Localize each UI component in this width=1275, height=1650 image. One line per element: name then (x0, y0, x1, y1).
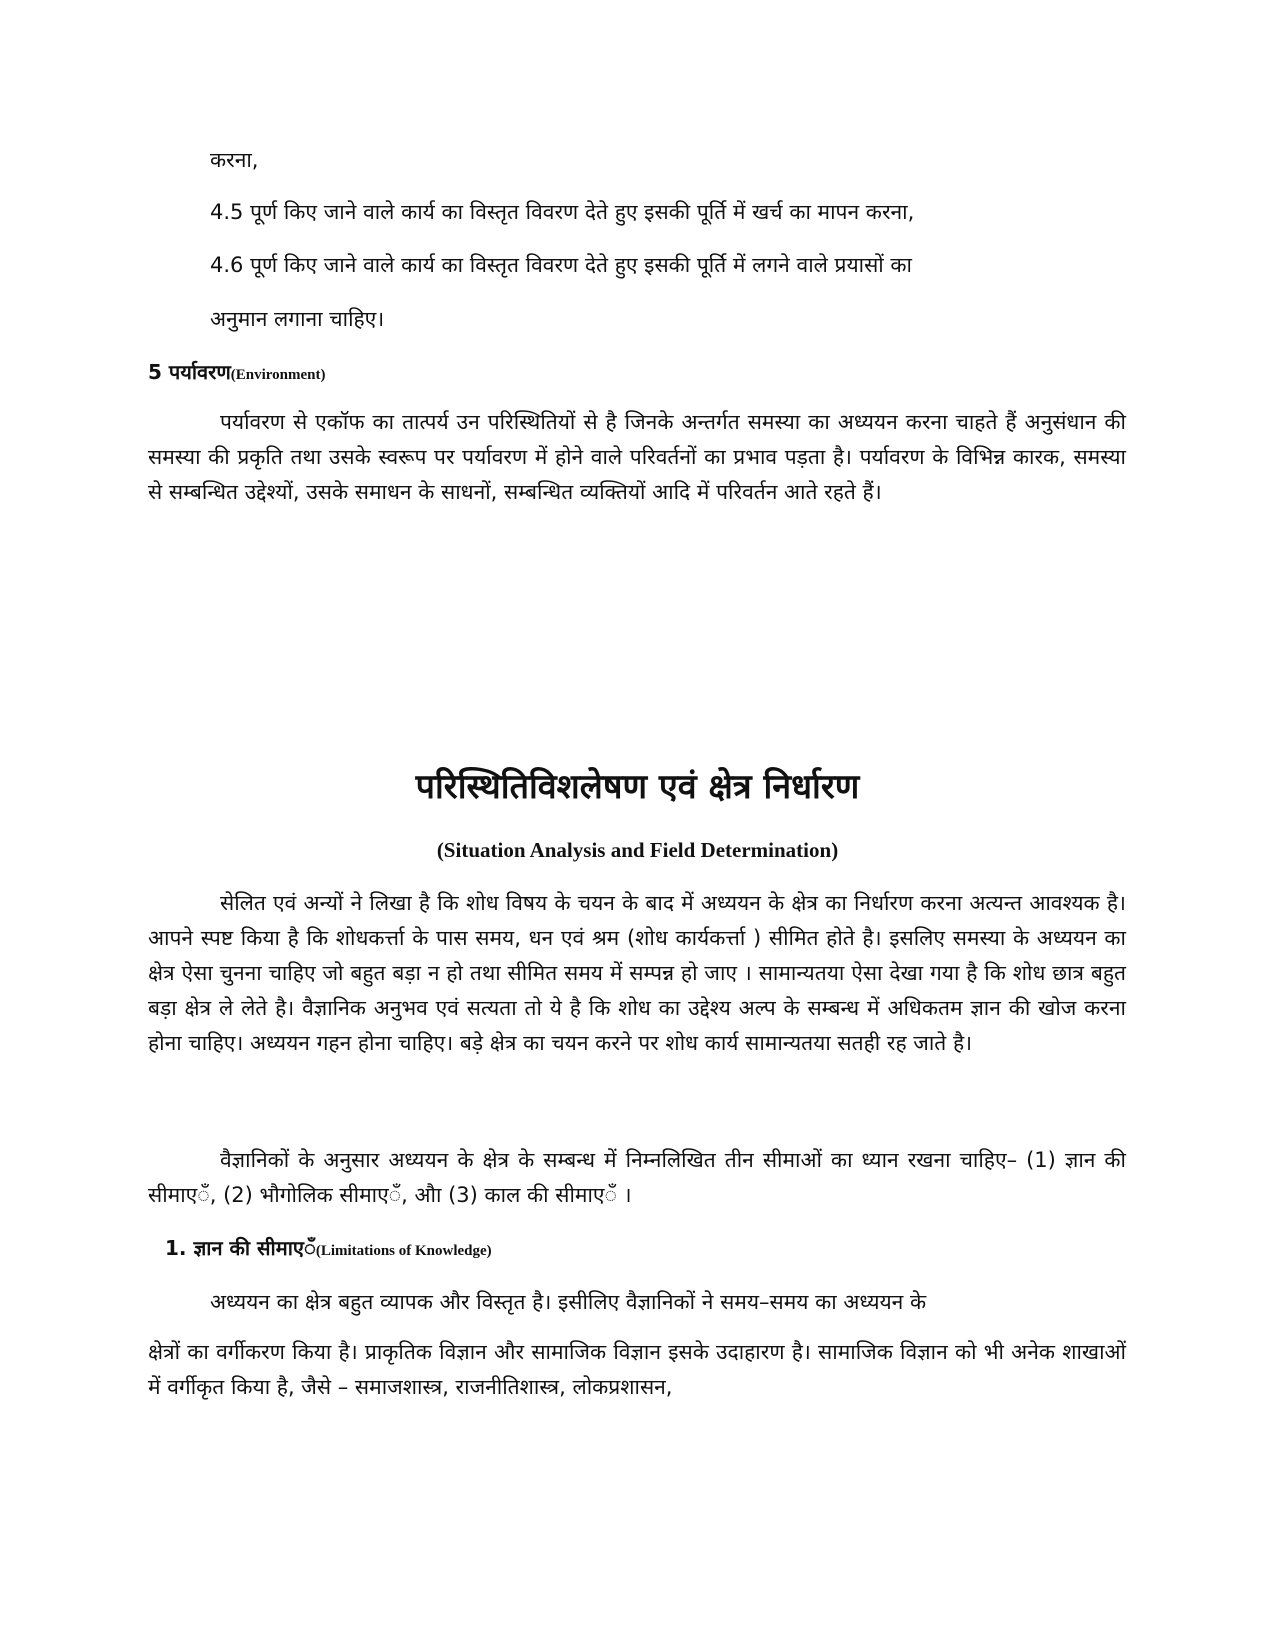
knowledge-paragraph: क्षेत्रों का वर्गीकरण किया है। प्राकृतिक विज्ञान और सामाजिक विज्ञान इसके उदाहारण है। सामाजिक विज्ञान को भी अनेक शाखाओं में वर्गीकृत किया है, जैसे – समाजशास्त्र, राजनीतिशास्त्र, लोकप्रशासन, (148, 1340, 1126, 1399)
environment-paragraph: पर्यावरण से एकॉफ का तात्पर्य उन परिस्थितियों से है जिनके अन्तर्गत समस्या का अध्ययन करना चाहते हैं अनुसंधान की समस्या की प्रकृति तथा उसके स्वरूप पर पर्यावरण में होने वाले परिवर्तनों का प्रभाव पड़ता है। पर्यावरण के विभिन्न कारक, समस्या से सम्बन्धित उद्देश्यों, उसके समाधन के साधनों, सम्बन्धित व्यक्तियों आदि में परिवर्तन आते रहते हैं। (148, 410, 1126, 504)
point-4-5: 4.5 पूर्ण किए जाने वाले कार्य का विस्तृत विवरण देते हुए इसकी पूर्ति में खर्च का मापन करना, (210, 200, 915, 224)
environment-heading (148, 357, 326, 390)
three-limitations-paragraph: वैज्ञानिकों के अनुसार अध्ययन के क्षेत्र के सम्बन्ध में निम्नलिखित तीन सीमाओं का ध्यान रखना चाहिए– (1) ज्ञान की सीमाएॅं, (2) भौगोलिक सीमाएॅं, औा (3) काल की सीमाएॅं । (148, 1148, 1126, 1207)
section-subtitle: (Situation Analysis and Field Determination) (436, 838, 839, 862)
point-4-6: 4.6 पूर्ण किए जाने वाले कार्य का विस्तृत विवरण देते हुए इसकी पूर्ति में लगने वाले प्रयासों का (210, 253, 912, 277)
knowledge-heading-hindi: 1. ज्ञान की सीमाएॅं (165, 1236, 316, 1260)
section-title: परिस्थितिविशलेषण एवं क्षेत्र निर्धारण (415, 767, 860, 807)
knowledge-heading (165, 1233, 492, 1266)
field-determination-paragraph: सेलित एवं अन्यों ने लिखा है कि शोध विषय के चयन के बाद में अध्ययन के क्षेत्र का निर्धारण करना अत्यन्त आवश्यक है। आपने स्पष्ट किया है कि शोधकर्त्ता के पास समय, धन एवं श्रम (शोध कार्यकर्त्ता ) सीमित होते है। इसलिए समस्या के अध्ययन का क्षेत्र ऐसा चुनना चाहिए जो बहुत बड़ा न हो तथा सीमित समय में सम्पन्न हो जाए । सामान्यतया ऐसा देखा गया है कि शोध छात्र बहुत बड़ा क्षेत्र ले लेते है। वैज्ञानिक अनुभव एवं सत्यता तो ये है कि शोध का उद्देश्य अल्प के सम्बन्ध में अधिकतम ज्ञान की खोज करना होना चाहिए। अध्ययन गहन होना चाहिए। बड़े क्षेत्र का चयन करने पर शोध कार्य सामान्यतया सतही रह जाते है। (148, 891, 1126, 1055)
continuation-line: करना, (210, 148, 259, 172)
environment-heading-hindi: 5 पर्यावरण (148, 360, 231, 384)
knowledge-first-line: अध्ययन का क्षेत्र बहुत व्यापक और विस्तृत है। इसीलिए वैज्ञानिकों ने समय–समय का अध्ययन के (210, 1290, 927, 1314)
knowledge-heading-english: (Limitations of Knowledge) (315, 1243, 492, 1259)
environment-heading-english: (Environment) (230, 367, 326, 383)
point-4-6-continued: अनुमान लगाना चाहिए। (210, 307, 385, 331)
